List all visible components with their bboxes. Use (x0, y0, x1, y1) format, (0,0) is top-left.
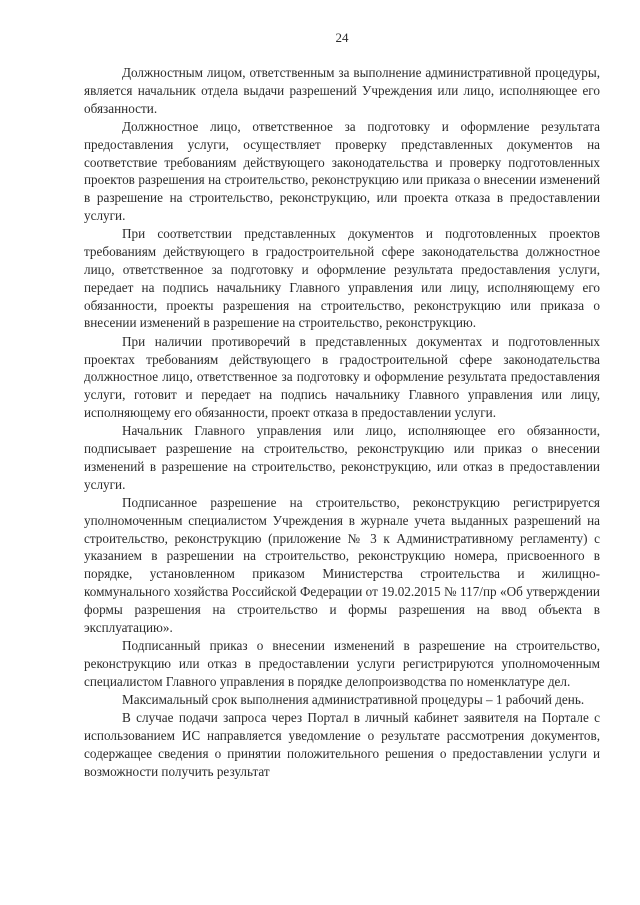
paragraph: В случае подачи запроса через Портал в личный кабинет заявителя на Портале с использованием ИС направляется уведомление о результате рассмотрения документов, содержащее сведения о принятии положительного решения о предоставлении услуги и возможности получить результат (84, 710, 600, 779)
paragraph: Начальник Главного управления или лицо, исполняющее его обязанности, подписывает разрешение на строительство, реконструкцию или приказ о внесении изменений в разрешение на строительство, реконструкцию, или отказ в предоставлении услуги. (84, 423, 600, 492)
paragraph: Подписанное разрешение на строительство, реконструкцию регистрируется уполномоченным специалистом Учреждения в журнале учета выданных разрешений на строительство, реконструкцию (приложение № 3 к Административному регламенту) с указанием в разрешении на строительство, реконструкцию номера, присвоенного в порядке, установленном приказом Министерства строительства и жилищно-коммунального хозяйства Российской Федерации от 19.02.2015 № 117/пр «Об утверждении формы разрешения на строительство и формы разрешения на ввод объекта в эксплуатацию». (84, 495, 600, 635)
paragraph: Подписанный приказ о внесении изменений в разрешение на строительство, реконструкцию или отказ в предоставлении услуги регистрируются уполномоченным специалистом Главного управления в порядке делопроизводства по номенклатуре дел. (84, 638, 600, 689)
page-number: 24 (335, 30, 349, 45)
paragraph: Должностным лицом, ответственным за выполнение административной процедуры, является начальник отдела выдачи разрешений Учреждения или лицо, исполняющее его обязанности. (84, 65, 600, 116)
paragraph: При соответствии представленных документов и подготовленных проектов требованиям действующего в градостроительной сфере законодательства должностное лицо, ответственное за подготовку и оформление результата предоставления услуги, передает на подпись начальнику Главного управления или лицу, исполняющему его обязанности, проекты разрешения на строительство, реконструкцию или приказа о внесении изменений в разрешение на строительство, реконструкцию. (84, 226, 600, 331)
document-body (84, 64, 600, 781)
paragraph: Максимальный срок выполнения административной процедуры – 1 рабочий день. (122, 692, 585, 708)
paragraph: Должностное лицо, ответственное за подготовку и оформление результата предоставления услуги, осуществляет проверку представленных документов на соответствие требованиям действующего законодательства и проверку подготовленных проектов разрешения на строительство, реконструкцию или приказа о внесении изменений в разрешение на строительство, реконструкцию, или проекта отказа в предоставлении услуги. (84, 118, 600, 223)
paragraph: При наличии противоречий в представленных документах и подготовленных проектах требованиям действующего в градостроительной сфере законодательства должностное лицо, ответственное за подготовку и оформление результата предоставления услуги, готовит и передает на подпись начальнику Главного управления или лицу, исполняющему его обязанности, проект отказа в предоставлении услуги. (84, 333, 600, 420)
